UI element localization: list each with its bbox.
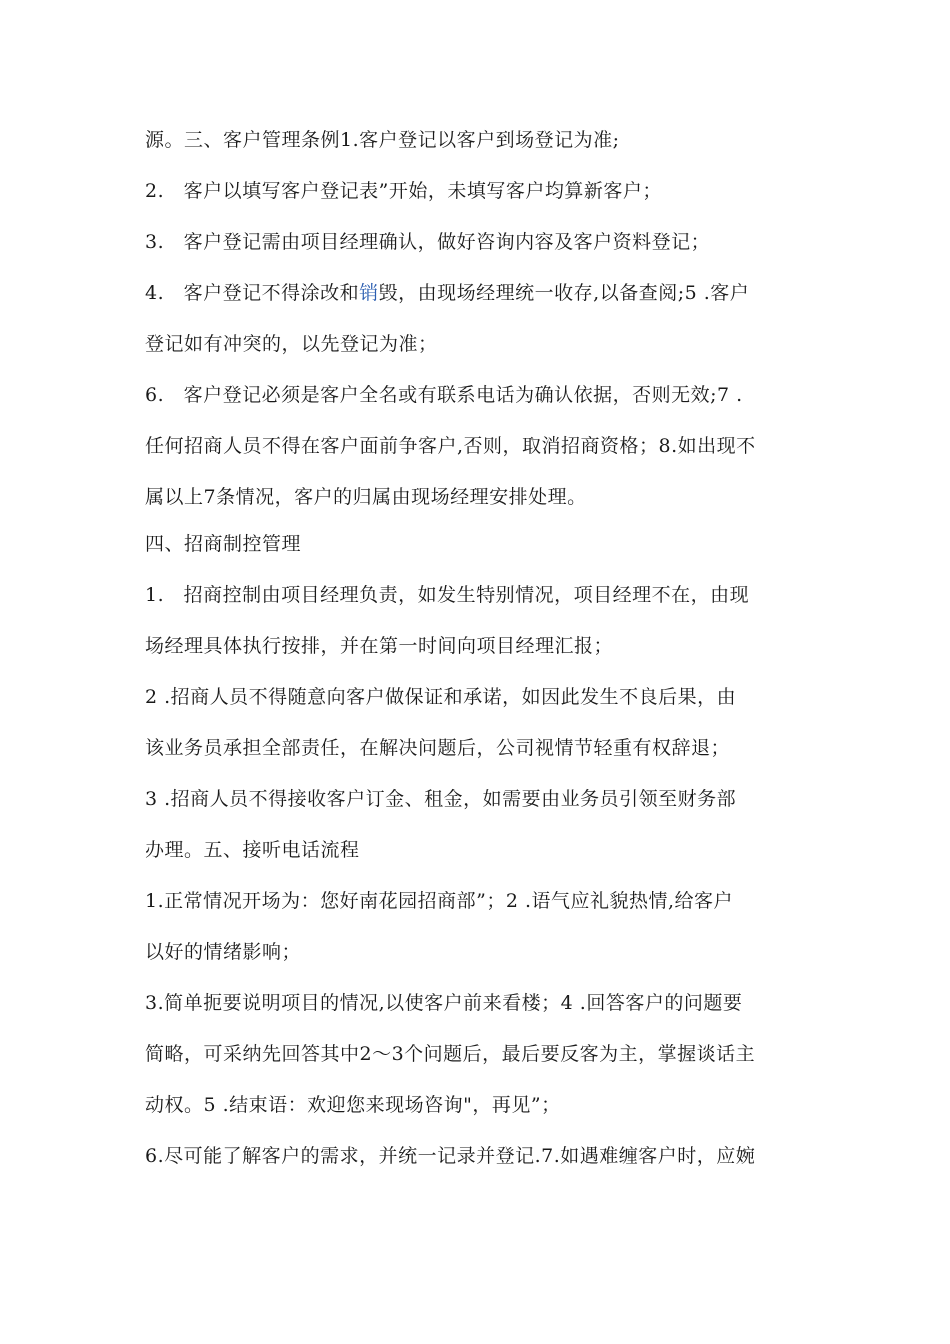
text-line-5: 登记如有冲突的，以先登记为准； (145, 333, 438, 355)
text-line-15: 办理。五、接听电话流程 (145, 839, 360, 861)
text-line-7: 任何招商人员不得在客户面前争客户,否则，取消招商资格；8.如出现不 (145, 435, 756, 457)
text-line-21: 6.尽可能了解客户的需求，并统一记录并登记.7.如遇难缠客户时，应婉 (145, 1145, 756, 1167)
text-line-1: 源。三、客户管理条例1.客户登记以客户到场登记为准; (145, 129, 620, 151)
text-line-2: 2. 客户以填写客户登记表”开始，未填写客户均算新客户； (145, 180, 662, 202)
text-segment: 毁，由现场经理统一收存,以备查阅;5 .客户 (378, 282, 750, 304)
text-line-6: 6. 客户登记必须是客户全名或有联系电话为确认依据，否则无效;7 . (145, 384, 743, 406)
text-line-8: 属以上7条情况，客户的归属由现场经理安排处理。 (145, 486, 587, 508)
text-line-16: 1.正常情况开场为：您好南花园招商部”；2 .语气应礼貌热情,给客户 (145, 890, 734, 912)
text-line-18: 3.简单扼要说明项目的情况,以使客户前来看楼；4 .回答客户的问题要 (145, 992, 743, 1014)
text-line-13: 该业务员承担全部责任，在解决问题后，公司视情节轻重有权辞退； (145, 737, 731, 759)
text-line-12: 2 .招商人员不得随意向客户做保证和承诺，如因此发生不良后果，由 (145, 686, 737, 708)
text-line-19: 简略，可采纳先回答其中2〜3个问题后，最后要反客为主，掌握谈话主 (145, 1043, 756, 1065)
text-line-11: 场经理具体执行按排，并在第一时间向项目经理汇报； (145, 635, 614, 657)
text-line-20: 动权。5 .结束语：欢迎您来现场咨询"，再见”； (145, 1094, 561, 1116)
section-heading: 四、招商制控管理 (145, 533, 302, 555)
text-line-14: 3 .招商人员不得接收客户订金、租金，如需要由业务员引领至财务部 (145, 788, 737, 810)
text-line-4 (145, 280, 825, 306)
text-line-17: 以好的情绪影响； (145, 941, 302, 963)
text-line-3: 3. 客户登记需由项目经理确认，做好咨询内容及客户资料登记； (145, 231, 711, 253)
text-line-10: 1. 招商控制由项目经理负责，如发生特别情况，项目经理不在，由现 (145, 584, 750, 606)
highlighted-word: 销 (359, 282, 379, 304)
text-segment: 4. 客户登记不得涂改和 (145, 282, 360, 304)
